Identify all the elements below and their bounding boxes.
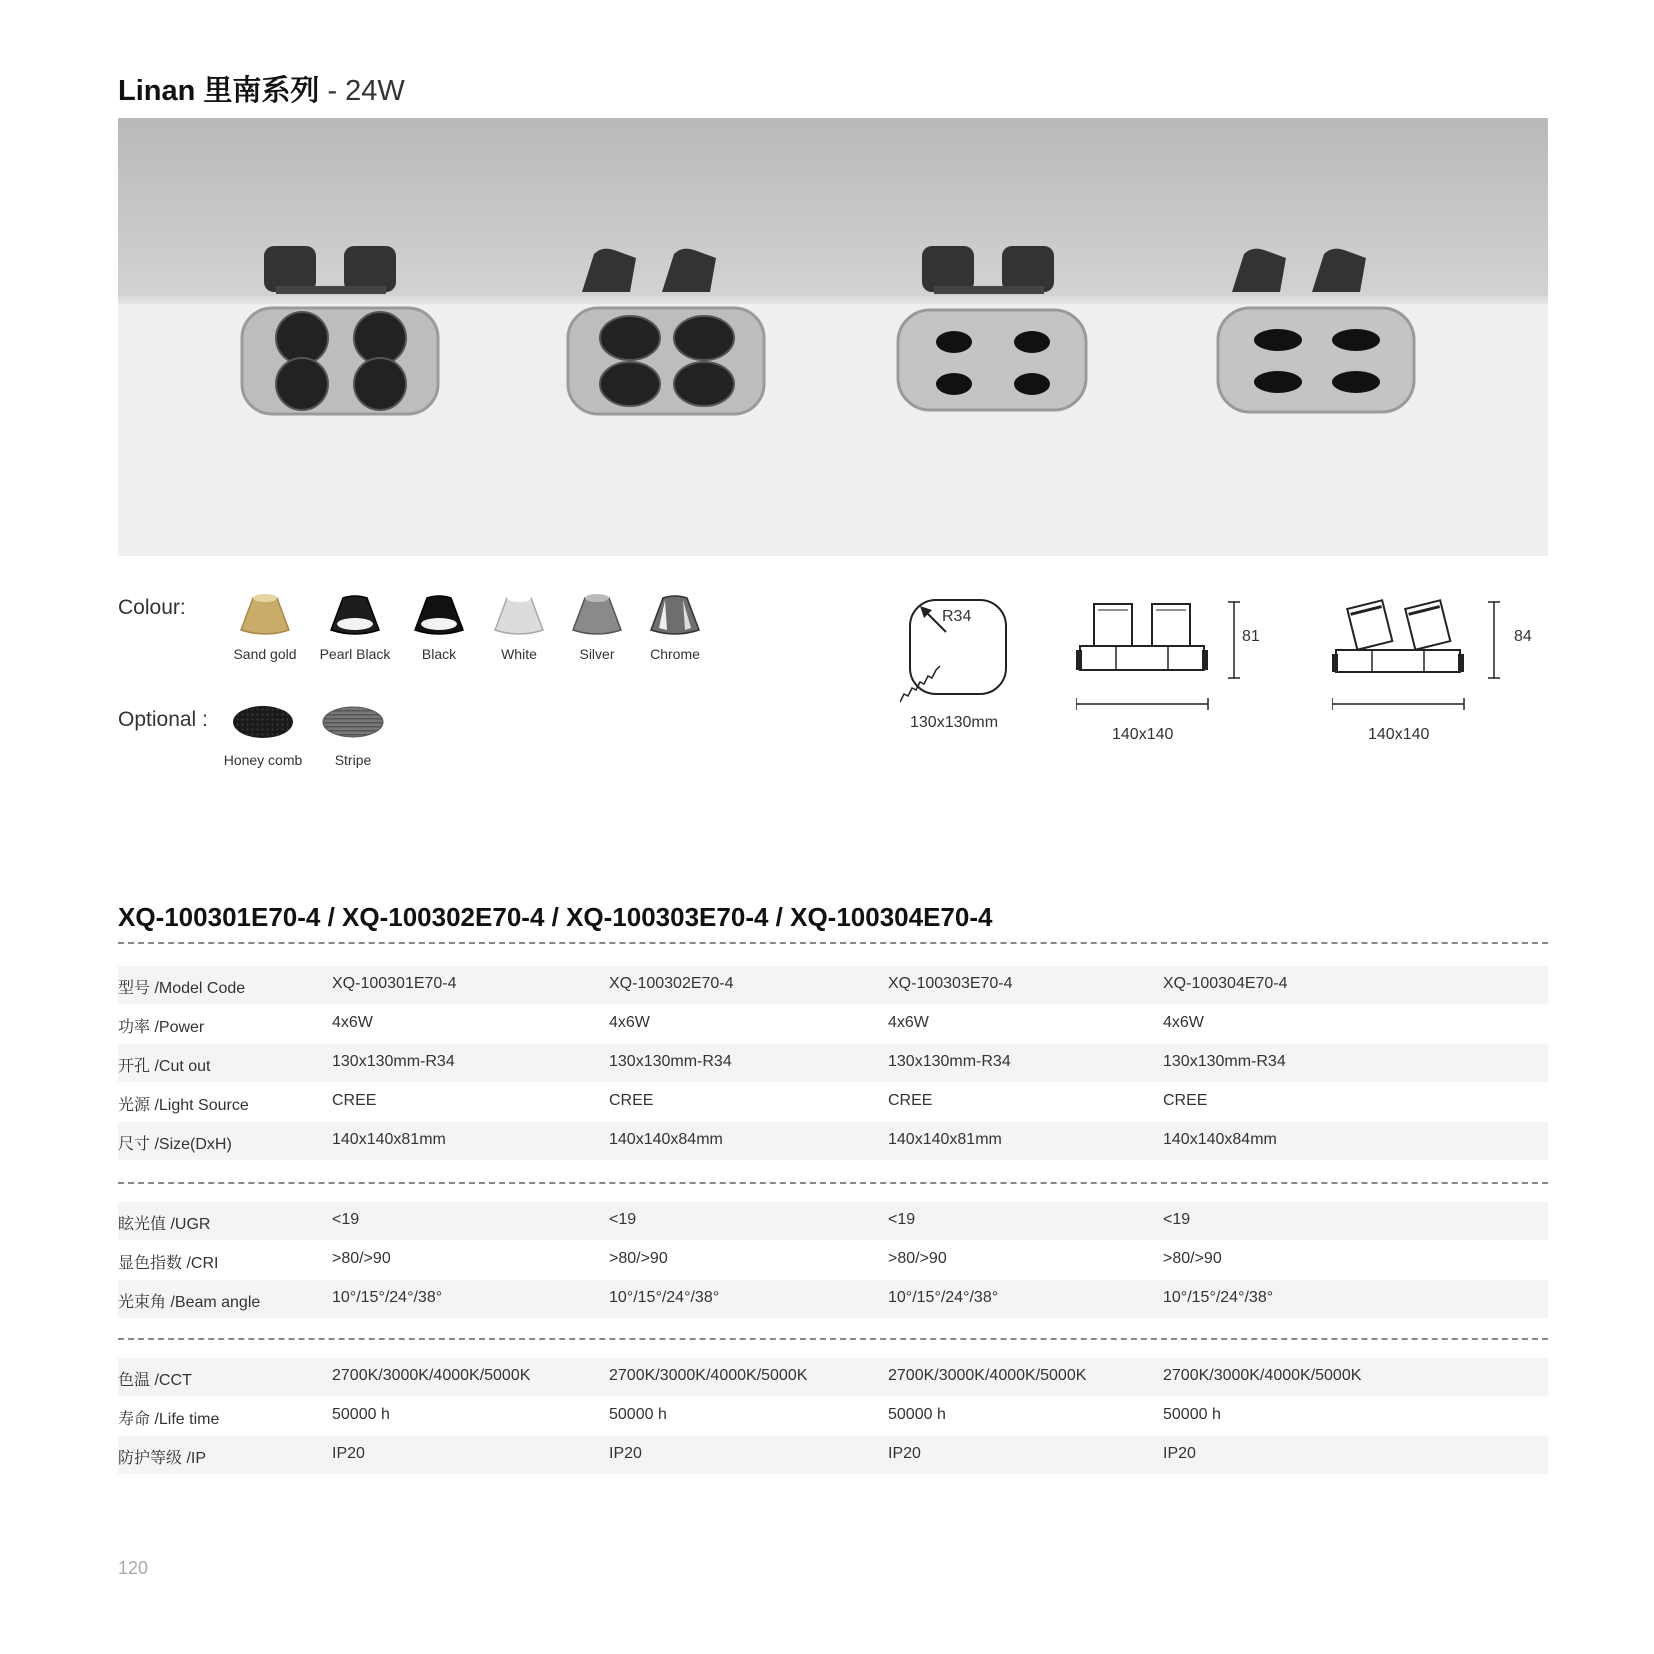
colour-option-silver[interactable]: [552, 590, 642, 662]
spec-value: >80/>90: [332, 1250, 391, 1267]
spec-label: 色温 /CCT: [118, 1372, 192, 1389]
spec-value: IP20: [888, 1445, 921, 1462]
spec-value: <19: [1163, 1211, 1191, 1228]
fixture-3: [898, 246, 1086, 410]
product-hero-image: [118, 118, 1548, 556]
downlight-renderings: [118, 118, 1548, 556]
cutout-size-label: 130x130mm: [910, 714, 999, 731]
optional-stripe[interactable]: [308, 702, 398, 768]
series-name: Linan 里南系列: [118, 75, 320, 107]
spec-value: >80/>90: [1163, 1250, 1222, 1267]
spec-row-ugr: [118, 1202, 1548, 1240]
spec-value: 2700K/3000K/4000K/5000K: [888, 1367, 1087, 1384]
stripe-louver-icon: [320, 702, 386, 742]
spec-value: 10°/15°/24°/38°: [332, 1289, 443, 1306]
colour-option-sand-gold[interactable]: [220, 590, 310, 662]
black-reflector-icon: [411, 590, 467, 636]
spec-value: 50000 h: [332, 1406, 390, 1423]
side-view-drawing-2: [1332, 596, 1532, 716]
spec-label: 尺寸 /Size(DxH): [118, 1136, 232, 1153]
spec-value: 50000 h: [888, 1406, 946, 1423]
spec-value: IP20: [1163, 1445, 1196, 1462]
white-reflector-icon: [491, 590, 547, 636]
spec-value: 50000 h: [1163, 1406, 1221, 1423]
honeycomb-louver-icon: [230, 702, 296, 742]
spec-label: 型号 /Model Code: [118, 980, 246, 997]
spec-value: 4x6W: [1163, 1014, 1204, 1031]
side-view-1-height: 81: [1242, 628, 1260, 645]
spec-value: 130x130mm-R34: [888, 1053, 1011, 1070]
spec-label: 光束角 /Beam angle: [118, 1294, 261, 1311]
spec-label: 眩光值 /UGR: [118, 1216, 211, 1233]
spec-label: 寿命 /Life time: [118, 1411, 220, 1428]
spec-value: IP20: [609, 1445, 642, 1462]
page-number: 120: [118, 1558, 149, 1578]
spec-row-light-source: [118, 1083, 1548, 1121]
optional-label: Optional :: [118, 708, 208, 731]
optional-option-label: Honey comb: [223, 752, 303, 768]
page-title: [118, 68, 405, 109]
spec-row-cut-out: [118, 1044, 1548, 1082]
spec-row-beam-angle: [118, 1280, 1548, 1318]
spec-value: XQ-100304E70-4: [1163, 975, 1288, 992]
spec-row-model-code: [118, 966, 1548, 1004]
spec-value: 10°/15°/24°/38°: [1163, 1289, 1274, 1306]
spec-label: 防护等级 /IP: [118, 1450, 207, 1467]
spec-row-ip: [118, 1436, 1548, 1474]
pearl-black-reflector-icon: [327, 590, 383, 636]
spec-value: >80/>90: [888, 1250, 947, 1267]
spec-value: 2700K/3000K/4000K/5000K: [332, 1367, 531, 1384]
spec-value: CREE: [609, 1092, 654, 1109]
colour-option-black[interactable]: [394, 590, 484, 662]
spec-value: IP20: [332, 1445, 365, 1462]
colour-label: Colour:: [118, 596, 186, 619]
spec-value: XQ-100301E70-4: [332, 975, 457, 992]
colour-option-label: Pearl Black: [319, 646, 391, 662]
colour-option-pearl-black[interactable]: [310, 590, 400, 662]
spec-value: 140x140x81mm: [332, 1131, 446, 1148]
spec-value: 140x140x84mm: [609, 1131, 723, 1148]
spec-value: CREE: [332, 1092, 377, 1109]
divider: [118, 1338, 1548, 1340]
spec-row-power: [118, 1005, 1548, 1043]
spec-value: CREE: [888, 1092, 933, 1109]
divider: [118, 1182, 1548, 1184]
side-view-1-width: 140x140: [1112, 726, 1174, 743]
model-codes-heading: XQ-100301E70-4 / XQ-100302E70-4 / XQ-100303E70-4 / XQ-100304E70-4: [118, 902, 993, 932]
spec-value: XQ-100302E70-4: [609, 975, 734, 992]
spec-value: 2700K/3000K/4000K/5000K: [1163, 1367, 1362, 1384]
spec-value: CREE: [1163, 1092, 1208, 1109]
spec-row-cct: [118, 1358, 1548, 1396]
colour-option-label: White: [501, 646, 537, 662]
colour-option-label: Sand gold: [233, 646, 297, 662]
spec-label: 功率 /Power: [118, 1019, 205, 1036]
spec-value: 130x130mm-R34: [1163, 1053, 1286, 1070]
fixture-4: [1218, 249, 1414, 412]
spec-value: 4x6W: [332, 1014, 373, 1031]
colour-option-white[interactable]: [474, 590, 564, 662]
spec-value: 130x130mm-R34: [609, 1053, 732, 1070]
spec-value: 140x140x84mm: [1163, 1131, 1277, 1148]
fixture-1: [242, 246, 438, 414]
colour-option-label: Silver: [579, 646, 615, 662]
spec-row-cri: [118, 1241, 1548, 1279]
spec-value: <19: [332, 1211, 360, 1228]
spec-value: 130x130mm-R34: [332, 1053, 455, 1070]
spec-value: XQ-100303E70-4: [888, 975, 1013, 992]
spec-value: >80/>90: [609, 1250, 668, 1267]
spec-row-size: [118, 1122, 1548, 1160]
spec-row-life-time: [118, 1397, 1548, 1435]
spec-value: 2700K/3000K/4000K/5000K: [609, 1367, 808, 1384]
spec-label: 显色指数 /CRI: [118, 1255, 219, 1272]
colour-option-label: Black: [421, 646, 457, 662]
spec-value: 140x140x81mm: [888, 1131, 1002, 1148]
spec-value: 4x6W: [888, 1014, 929, 1031]
side-view-2-width: 140x140: [1368, 726, 1430, 743]
spec-value: <19: [888, 1211, 916, 1228]
spec-value: <19: [609, 1211, 637, 1228]
spec-label: 光源 /Light Source: [118, 1097, 249, 1114]
spec-value: 10°/15°/24°/38°: [888, 1289, 999, 1306]
colour-option-chrome[interactable]: [630, 590, 720, 662]
sand-gold-reflector-icon: [237, 590, 293, 636]
series-power: - 24W: [319, 75, 405, 107]
silver-reflector-icon: [569, 590, 625, 636]
optional-option-label: Stripe: [334, 752, 372, 768]
spec-label: 开孔 /Cut out: [118, 1058, 211, 1075]
spec-value: 4x6W: [609, 1014, 650, 1031]
spec-value: 50000 h: [609, 1406, 667, 1423]
optional-honey-comb[interactable]: [218, 702, 308, 768]
cutout-radius-label: R34: [942, 608, 972, 625]
spec-value: 10°/15°/24°/38°: [609, 1289, 720, 1306]
chrome-reflector-icon: [647, 590, 703, 636]
colour-option-label: Chrome: [650, 646, 700, 662]
fixture-2: [568, 249, 764, 414]
side-view-drawing-1: [1076, 596, 1276, 716]
side-view-2-height: 84: [1514, 628, 1532, 645]
divider: [118, 942, 1548, 944]
